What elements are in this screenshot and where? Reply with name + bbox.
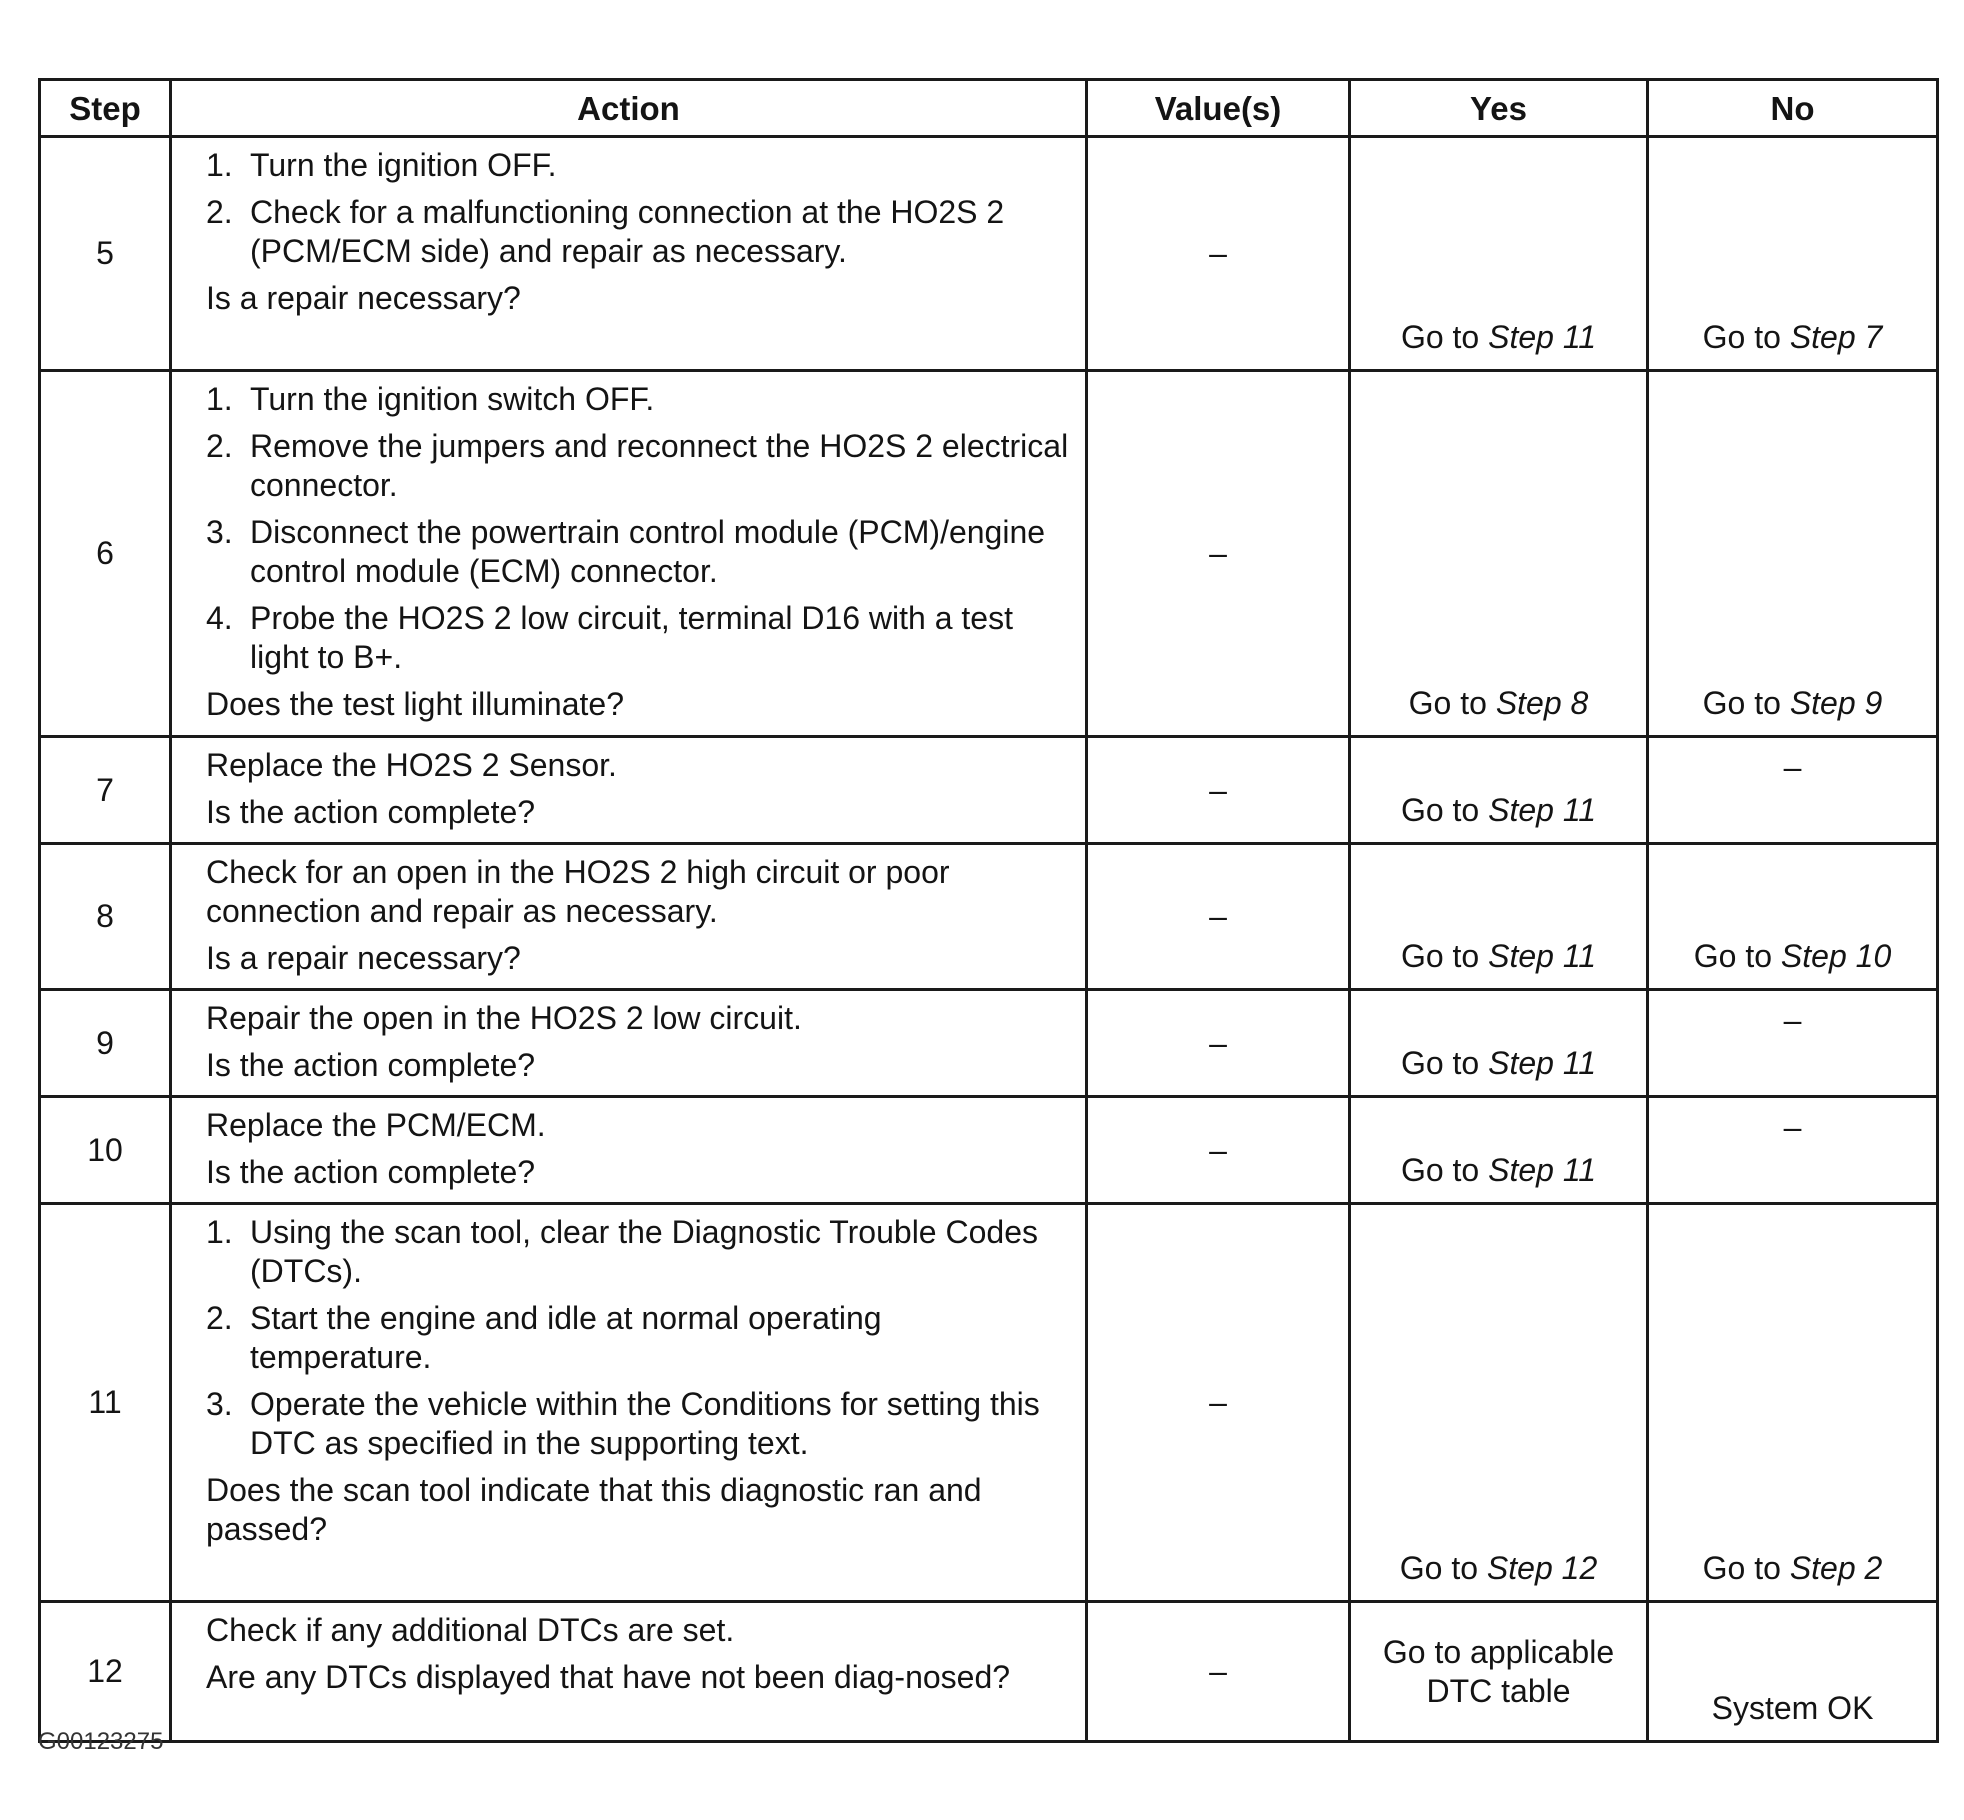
header-action: Action bbox=[171, 80, 1087, 137]
action-question: Is the action complete? bbox=[206, 1154, 536, 1190]
header-values: Value(s) bbox=[1087, 80, 1350, 137]
action-cell bbox=[171, 844, 1087, 990]
action-question: Is the action complete? bbox=[206, 1047, 536, 1083]
step-number: 11 bbox=[40, 1204, 171, 1602]
header-row bbox=[40, 80, 1938, 137]
action-cell bbox=[171, 137, 1087, 371]
yes-text: Go to applicable DTC table bbox=[1382, 1633, 1615, 1709]
action-instruction: Replace the PCM/ECM. bbox=[206, 1107, 546, 1143]
substep-number: 1. bbox=[206, 1214, 233, 1250]
value-cell: – bbox=[1087, 137, 1350, 371]
substep-number: 4. bbox=[206, 600, 233, 636]
action-cell bbox=[171, 1602, 1087, 1742]
action-instruction: Check for an open in the HO2S 2 high circuit or poor connection and repair as necessary. bbox=[206, 854, 950, 929]
yes-text: Go to bbox=[1400, 938, 1489, 974]
value-cell: – bbox=[1087, 1204, 1350, 1602]
yes-step-ref: Step 11 bbox=[1488, 792, 1597, 828]
value-cell: – bbox=[1087, 1097, 1350, 1204]
no-text: Go to bbox=[1702, 1550, 1790, 1586]
step-number: 7 bbox=[40, 737, 171, 844]
yes-cell bbox=[1350, 1204, 1648, 1602]
yes-text: Go to bbox=[1400, 792, 1489, 828]
table-row bbox=[40, 1204, 1938, 1602]
no-cell bbox=[1648, 990, 1938, 1097]
action-instruction: Check if any additional DTCs are set. bbox=[206, 1612, 735, 1648]
header-step: Step bbox=[40, 80, 171, 137]
yes-cell bbox=[1350, 137, 1648, 371]
substep-text: Turn the ignition OFF. bbox=[250, 147, 557, 183]
action-instruction: Repair the open in the HO2S 2 low circuit. bbox=[206, 1000, 802, 1036]
substep-text: Check for a malfunctioning connection at the HO2S 2 (PCM/ECM side) and repair as necessary. bbox=[250, 194, 1005, 269]
substep-list bbox=[206, 1213, 1071, 1463]
substep-item bbox=[206, 427, 1071, 505]
substep-text: Start the engine and idle at normal operating temperature. bbox=[250, 1300, 882, 1375]
action-question: Does the scan tool indicate that this diagnostic ran and passed? bbox=[206, 1472, 982, 1547]
no-step-ref: Step 2 bbox=[1789, 1550, 1883, 1586]
figure-id-label: G00123275 bbox=[38, 1728, 164, 1755]
action-cell bbox=[171, 1204, 1087, 1602]
table-row bbox=[40, 737, 1938, 844]
no-text: – bbox=[1783, 749, 1802, 785]
table-row bbox=[40, 371, 1938, 737]
no-text: Go to bbox=[1702, 685, 1790, 721]
substep-number: 2. bbox=[206, 194, 233, 230]
value-cell: – bbox=[1087, 990, 1350, 1097]
step-number: 6 bbox=[40, 371, 171, 737]
yes-cell bbox=[1350, 371, 1648, 737]
substep-item bbox=[206, 513, 1071, 591]
no-cell bbox=[1648, 737, 1938, 844]
yes-text: Go to bbox=[1400, 1152, 1489, 1188]
substep-text: Operate the vehicle within the Conditions for setting this DTC as specified in the supporting text. bbox=[250, 1386, 1040, 1461]
step-number: 5 bbox=[40, 137, 171, 371]
no-cell bbox=[1648, 371, 1938, 737]
action-question: Are any DTCs displayed that have not been diag-nosed? bbox=[206, 1659, 1011, 1695]
value-cell: – bbox=[1087, 371, 1350, 737]
yes-step-ref: Step 11 bbox=[1488, 319, 1597, 355]
step-number: 12 bbox=[40, 1602, 171, 1742]
yes-step-ref: Step 11 bbox=[1488, 1152, 1597, 1188]
no-step-ref: Step 9 bbox=[1789, 685, 1883, 721]
action-cell bbox=[171, 1097, 1087, 1204]
yes-cell bbox=[1350, 1097, 1648, 1204]
no-step-ref: Step 7 bbox=[1789, 319, 1883, 355]
step-number: 8 bbox=[40, 844, 171, 990]
substep-text: Remove the jumpers and reconnect the HO2S 2 electrical connector. bbox=[250, 428, 1069, 503]
yes-cell bbox=[1350, 990, 1648, 1097]
yes-cell bbox=[1350, 1602, 1648, 1742]
no-cell bbox=[1648, 844, 1938, 990]
value-cell: – bbox=[1087, 844, 1350, 990]
substep-list bbox=[206, 380, 1071, 677]
no-text: Go to bbox=[1702, 319, 1790, 355]
diagnostic-table bbox=[38, 78, 1939, 1743]
no-cell bbox=[1648, 137, 1938, 371]
yes-cell bbox=[1350, 844, 1648, 990]
substep-number: 2. bbox=[206, 428, 233, 464]
table-row bbox=[40, 137, 1938, 371]
no-text: – bbox=[1783, 1002, 1802, 1038]
value-cell: – bbox=[1087, 1602, 1350, 1742]
table-row bbox=[40, 1602, 1938, 1742]
substep-list bbox=[206, 146, 1071, 271]
substep-item bbox=[206, 1385, 1071, 1463]
no-text: System OK bbox=[1711, 1690, 1874, 1726]
yes-text: Go to bbox=[1399, 1550, 1487, 1586]
no-cell bbox=[1648, 1602, 1938, 1742]
action-question: Is a repair necessary? bbox=[206, 280, 521, 316]
table-body bbox=[40, 137, 1938, 1742]
step-number: 9 bbox=[40, 990, 171, 1097]
action-question: Is a repair necessary? bbox=[206, 940, 521, 976]
substep-number: 3. bbox=[206, 1386, 233, 1422]
action-instruction: Replace the HO2S 2 Sensor. bbox=[206, 747, 617, 783]
header-yes: Yes bbox=[1350, 80, 1648, 137]
substep-number: 1. bbox=[206, 381, 233, 417]
substep-item bbox=[206, 193, 1071, 271]
no-text: – bbox=[1783, 1109, 1802, 1145]
table-row bbox=[40, 1097, 1938, 1204]
substep-item bbox=[206, 380, 1071, 419]
no-text: Go to bbox=[1693, 938, 1781, 974]
yes-step-ref: Step 12 bbox=[1486, 1550, 1598, 1586]
action-cell bbox=[171, 371, 1087, 737]
header-no: No bbox=[1648, 80, 1938, 137]
substep-item bbox=[206, 599, 1071, 677]
substep-number: 2. bbox=[206, 1300, 233, 1336]
substep-number: 3. bbox=[206, 514, 233, 550]
substep-text: Using the scan tool, clear the Diagnostic Trouble Codes (DTCs). bbox=[250, 1214, 1038, 1289]
action-cell bbox=[171, 990, 1087, 1097]
substep-item bbox=[206, 146, 1071, 185]
yes-step-ref: Step 11 bbox=[1488, 1045, 1597, 1081]
substep-item bbox=[206, 1213, 1071, 1291]
value-cell: – bbox=[1087, 737, 1350, 844]
substep-item bbox=[206, 1299, 1071, 1377]
substep-text: Probe the HO2S 2 low circuit, terminal D16 with a test light to B+. bbox=[250, 600, 1013, 675]
action-question: Does the test light illuminate? bbox=[206, 686, 624, 722]
table-row bbox=[40, 844, 1938, 990]
yes-text: Go to bbox=[1408, 685, 1496, 721]
no-cell bbox=[1648, 1204, 1938, 1602]
action-question: Is the action complete? bbox=[206, 794, 536, 830]
yes-text: Go to bbox=[1400, 1045, 1489, 1081]
no-step-ref: Step 10 bbox=[1780, 938, 1892, 974]
no-cell bbox=[1648, 1097, 1938, 1204]
step-number: 10 bbox=[40, 1097, 171, 1204]
substep-text: Disconnect the powertrain control module (PCM)/engine control module (ECM) connector. bbox=[250, 514, 1046, 589]
yes-cell bbox=[1350, 737, 1648, 844]
yes-step-ref: Step 8 bbox=[1495, 685, 1589, 721]
action-cell bbox=[171, 737, 1087, 844]
yes-step-ref: Step 11 bbox=[1488, 938, 1597, 974]
substep-text: Turn the ignition switch OFF. bbox=[250, 381, 655, 417]
table-row bbox=[40, 990, 1938, 1097]
yes-text: Go to bbox=[1400, 319, 1489, 355]
substep-number: 1. bbox=[206, 147, 233, 183]
